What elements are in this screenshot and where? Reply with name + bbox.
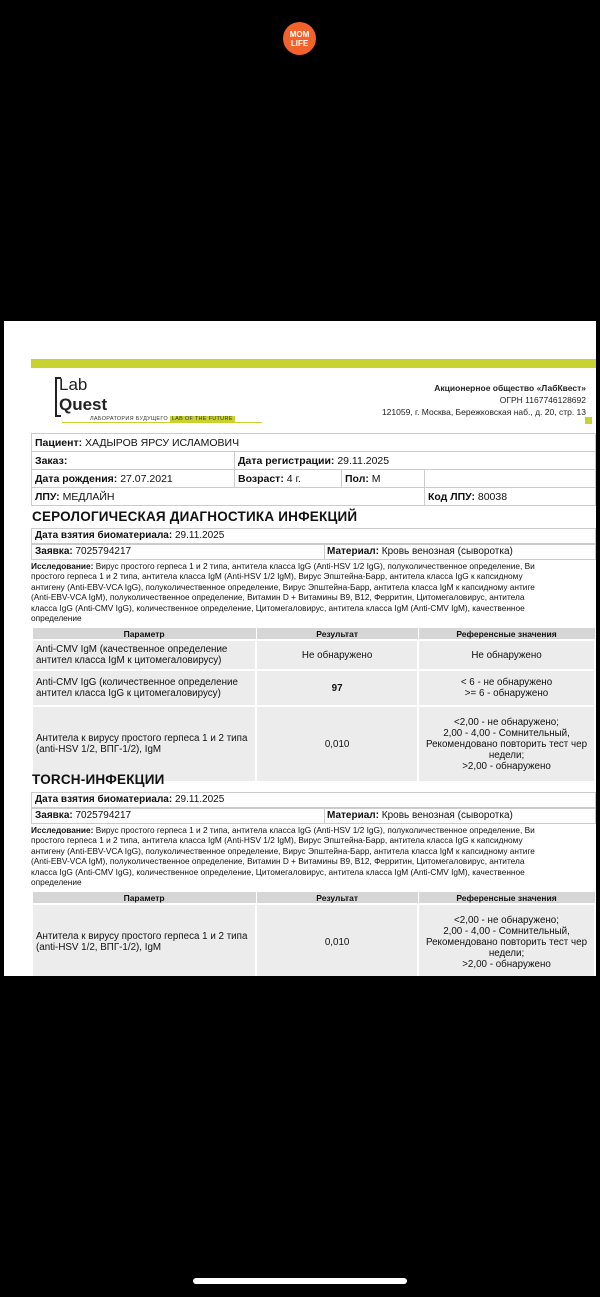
results-table: Параметр Результат Референсные значения Anti-CMV IgM (качественное определение антител класса IgM к цитомегаловирусу) Не обнаружено Не обнаружено Anti-CMV IgG (количественное определение антител класса IgG к цитомегаловирусу) 97 < 6 - не обнаружено >= 6 - обнаружено Антитела к вирусу простого герпеса 1 и 2 типа (anti-HSV 1/2, ВПГ-1/2), IgM 0,010 <2,00 - не обнаружено; 2,00 - 4,00 - Сомнительный, Рекомендовано повторить тест чер недели; >2,00 - обнаружено bbox=[31, 627, 596, 783]
study-description: Исследование: Вирус простого герпеса 1 и 2 типа, антитела класса IgG (Anti-HSV 1/2 IgG), полуколичественное определение, Ви простого герпеса 1 и 2 типа, антитела класса IgM (Anti-HSV 1/2 IgM), Вирус Эпштейна-Барр, антитела класса IgG к капсидному антигену (Anti-EBV-VCA IgG), полуколичественное определение, Вирус Эпштейна-Барр, антитела класса IgM к капсидному антиге (Anti-EBV-VCA IgM), полуколичественное определение, Витамин D + Витамины B9, B12, Ферритин, Цитомегаловирус, антитела класса IgG (Anti-CMV IgG), количественное определение, Цитомегаловирус, антитела класса IgM (Anti-CMV IgM), качественное определение bbox=[31, 825, 535, 888]
patient-info-table: Пациент: ХАДЫРОВ ЯРСУ ИСЛАМОВИЧ Заказ: Дата регистрации: 29.11.2025 Дата рождения: 27.07.2021 Возраст: 4 г. Пол: М ЛПУ: МЕДЛАЙН Код ЛПУ: 80038 bbox=[31, 433, 596, 506]
sample-date-row: Дата взятия биоматериала: 29.11.2025 bbox=[31, 528, 596, 544]
results-table: Параметр Результат Референсные значения Антитела к вирусу простого герпеса 1 и 2 типа (anti-HSV 1/2, ВПГ-1/2), IgM 0,010 <2,00 - не обнаружено; 2,00 - 4,00 - Сомнительный, Рекомендовано повторить тест чер недели; >2,00 - обнаружено bbox=[31, 891, 596, 976]
labquest-logo: Lab Quest bbox=[59, 375, 109, 419]
lab-report-document bbox=[4, 321, 596, 976]
section-title: TORCH-ИНФЕКЦИИ bbox=[32, 772, 165, 787]
request-row: Заявка: 7025794217 Материал: Кровь венозная (сыворотка) bbox=[31, 808, 596, 824]
organization-info: Акционерное общество «ЛабКвест» ОГРН 1167746128692 121059, г. Москва, Бережковская наб., д. 20, стр. 13 bbox=[381, 383, 586, 417]
study-description: Исследование: Вирус простого герпеса 1 и 2 типа, антитела класса IgG (Anti-HSV 1/2 IgG), полуколичественное определение, Ви простого герпеса 1 и 2 типа, антитела класса IgM (Anti-HSV 1/2 IgM), Вирус Эпштейна-Барр, антитела класса IgG к капсидному антигену (Anti-EBV-VCA IgG), полуколичественное определение, Вирус Эпштейна-Барр, антитела класса IgM к капсидному антиге (Anti-EBV-VCA IgM), полуколичественное определение, Витамин D + Витамины B9, B12, Ферритин, Цитомегаловирус, антитела класса IgG (Anti-CMV IgG), количественное определение, Цитомегаловирус, антитела класса IgM (Anti-CMV IgM), качественное определение bbox=[31, 561, 535, 624]
momlife-logo: MOM LIFE bbox=[283, 22, 316, 55]
table-row: Антитела к вирусу простого герпеса 1 и 2 типа (anti-HSV 1/2, ВПГ-1/2), IgM 0,010 <2,00 - не обнаружено; 2,00 - 4,00 - Сомнительный, Рекомендовано повторить тест чер недели; >2,00 - обнаружено bbox=[32, 904, 595, 976]
section-title: СЕРОЛОГИЧЕСКАЯ ДИАГНОСТИКА ИНФЕКЦИЙ bbox=[32, 509, 358, 524]
table-row: Антитела к вирусу простого герпеса 1 и 2 типа (anti-HSV 1/2, ВПГ-1/2), IgM 0,010 <2,00 - не обнаружено; 2,00 - 4,00 - Сомнительный, Рекомендовано повторить тест чер недели; >2,00 - обнаружено bbox=[32, 706, 595, 782]
table-row: Anti-CMV IgM (качественное определение антител класса IgM к цитомегаловирусу) Не обнаружено Не обнаружено bbox=[32, 640, 595, 670]
request-row: Заявка: 7025794217 Материал: Кровь венозная (сыворотка) bbox=[31, 544, 596, 560]
header-accent-bar bbox=[31, 359, 596, 368]
sample-date-row: Дата взятия биоматериала: 29.11.2025 bbox=[31, 792, 596, 808]
patient-name-cell: Пациент: ХАДЫРОВ ЯРСУ ИСЛАМОВИЧ bbox=[32, 434, 596, 452]
logo-tagline: ЛАБОРАТОРИЯ БУДУЩЕГО LAB OF THE FUTURE bbox=[90, 416, 233, 422]
home-indicator[interactable] bbox=[193, 1278, 407, 1284]
table-row: Anti-CMV IgG (количественное определение антител класса IgG к цитомегаловирусу) 97 < 6 - не обнаружено >= 6 - обнаружено bbox=[32, 670, 595, 706]
